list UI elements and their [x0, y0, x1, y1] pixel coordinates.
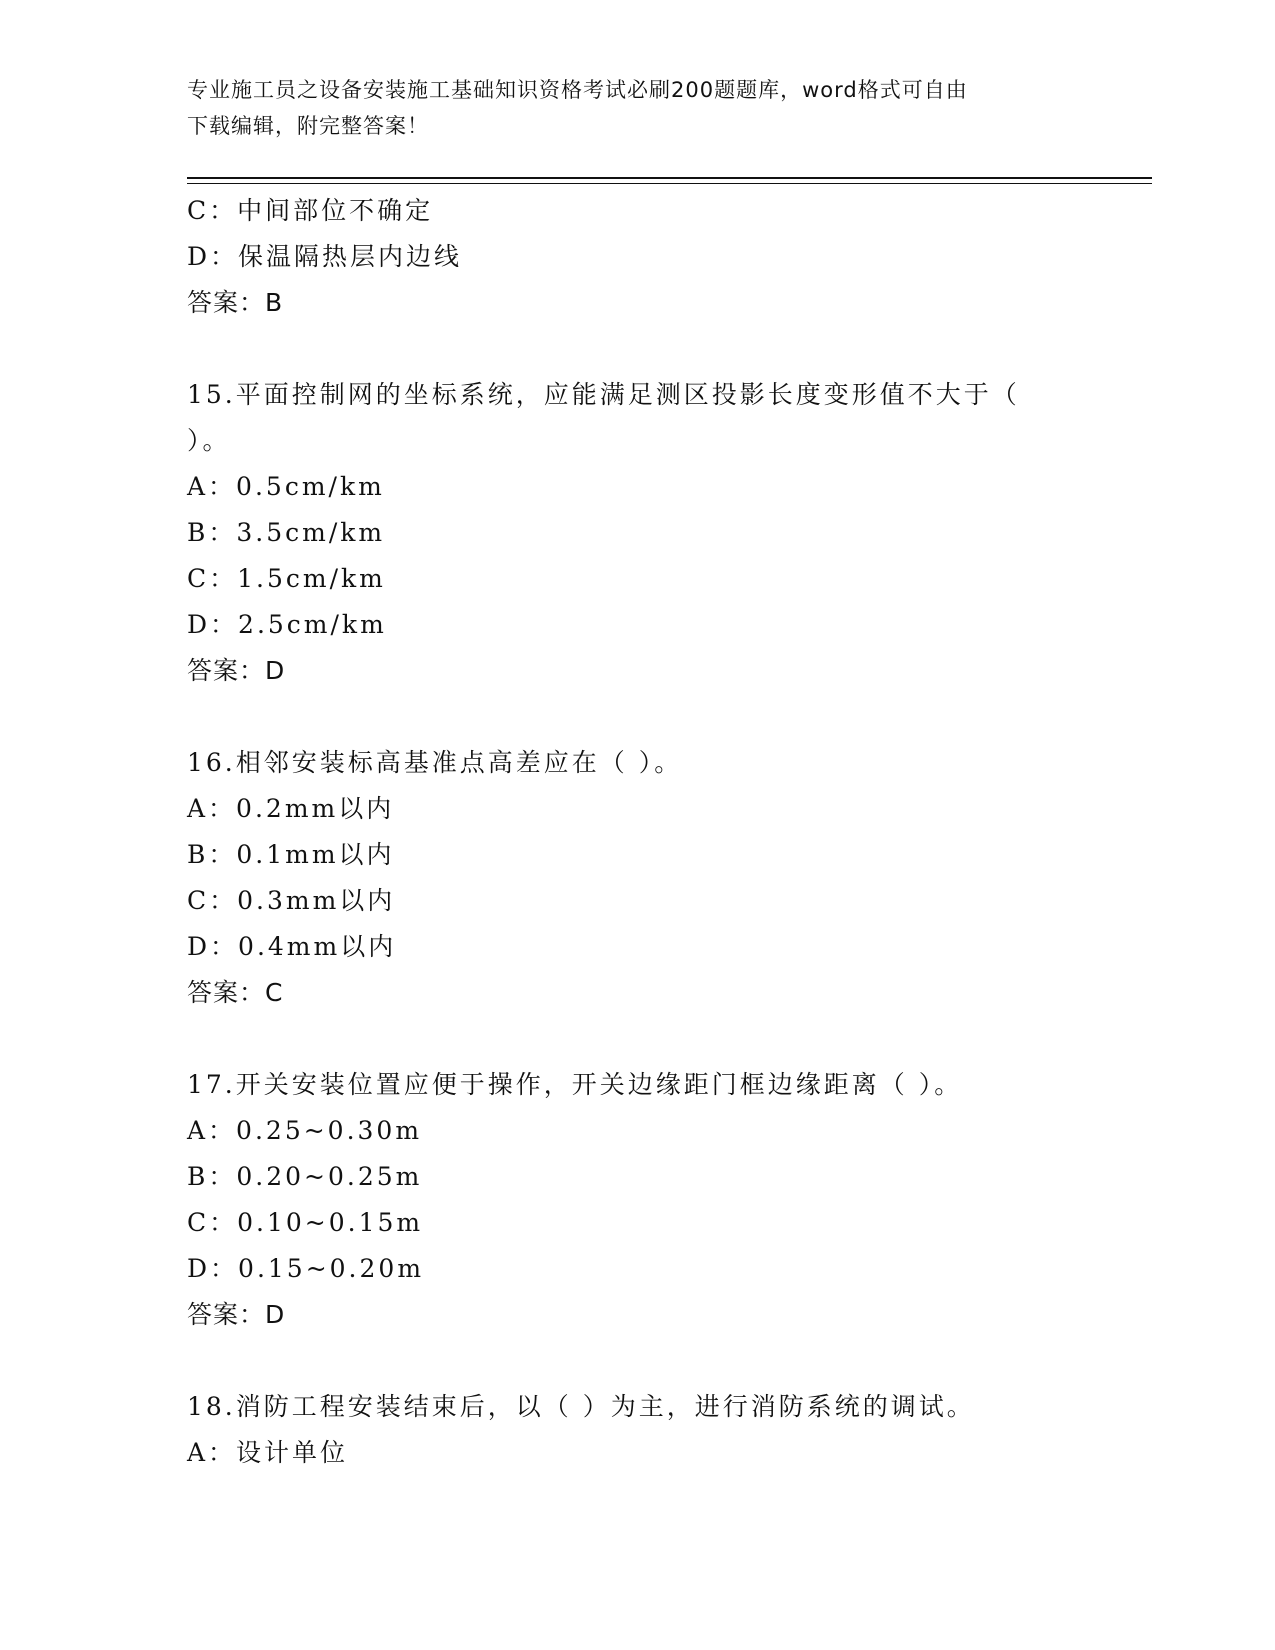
header-divider-thin: [187, 183, 1152, 184]
header-line-1: 专业施工员之设备安装施工基础知识资格考试必刷200题题库，word格式可自由: [187, 78, 968, 102]
option-b: B：0.20~0.25m: [187, 1162, 423, 1191]
option-a: A：0.2mm以内: [187, 794, 395, 823]
option-c: C：0.3mm以内: [187, 886, 396, 915]
question-16: [187, 740, 1067, 1016]
question-text: 16.相邻安装标高基准点高差应在（ ）。: [187, 748, 683, 777]
previous-question-tail: [187, 188, 1067, 326]
spacer: [187, 694, 1067, 740]
spacer: [187, 1016, 1067, 1062]
option-b: B：0.1mm以内: [187, 840, 395, 869]
question-text: 15.平面控制网的坐标系统，应能满足测区投影长度变形值不大于（: [187, 380, 1020, 409]
header-divider-thick: [187, 177, 1152, 179]
question-18: [187, 1384, 1067, 1476]
question-text: 18.消防工程安装结束后，以（ ）为主，进行消防系统的调试。: [187, 1392, 975, 1421]
answer: 答案：D: [187, 1300, 286, 1329]
option-c: C：0.10~0.15m: [187, 1208, 424, 1237]
header-line-2: 下载编辑，附完整答案！: [187, 114, 429, 138]
document-header: [187, 72, 1067, 144]
option-c: C：1.5cm/km: [187, 564, 386, 593]
option-d: D：保温隔热层内边线: [187, 242, 463, 271]
option-d: D：0.4mm以内: [187, 932, 397, 961]
option-a: A：0.5cm/km: [187, 472, 385, 501]
option-c: C：中间部位不确定: [187, 196, 434, 225]
question-15: [187, 372, 1067, 694]
question-17: [187, 1062, 1067, 1338]
answer: 答案：D: [187, 656, 286, 685]
answer: 答案：B: [187, 288, 284, 317]
question-text: 17.开关安装位置应便于操作，开关边缘距门框边缘距离（ ）。: [187, 1070, 963, 1099]
question-text-continued: ）。: [187, 426, 231, 455]
option-b: B：3.5cm/km: [187, 518, 386, 547]
answer: 答案：C: [187, 978, 284, 1007]
option-a: A：0.25~0.30m: [187, 1116, 423, 1145]
spacer: [187, 326, 1067, 372]
option-d: D：2.5cm/km: [187, 610, 387, 639]
option-d: D：0.15~0.20m: [187, 1254, 425, 1283]
spacer: [187, 1338, 1067, 1384]
question-list: [187, 188, 1067, 1476]
option-a: A：设计单位: [187, 1438, 349, 1467]
